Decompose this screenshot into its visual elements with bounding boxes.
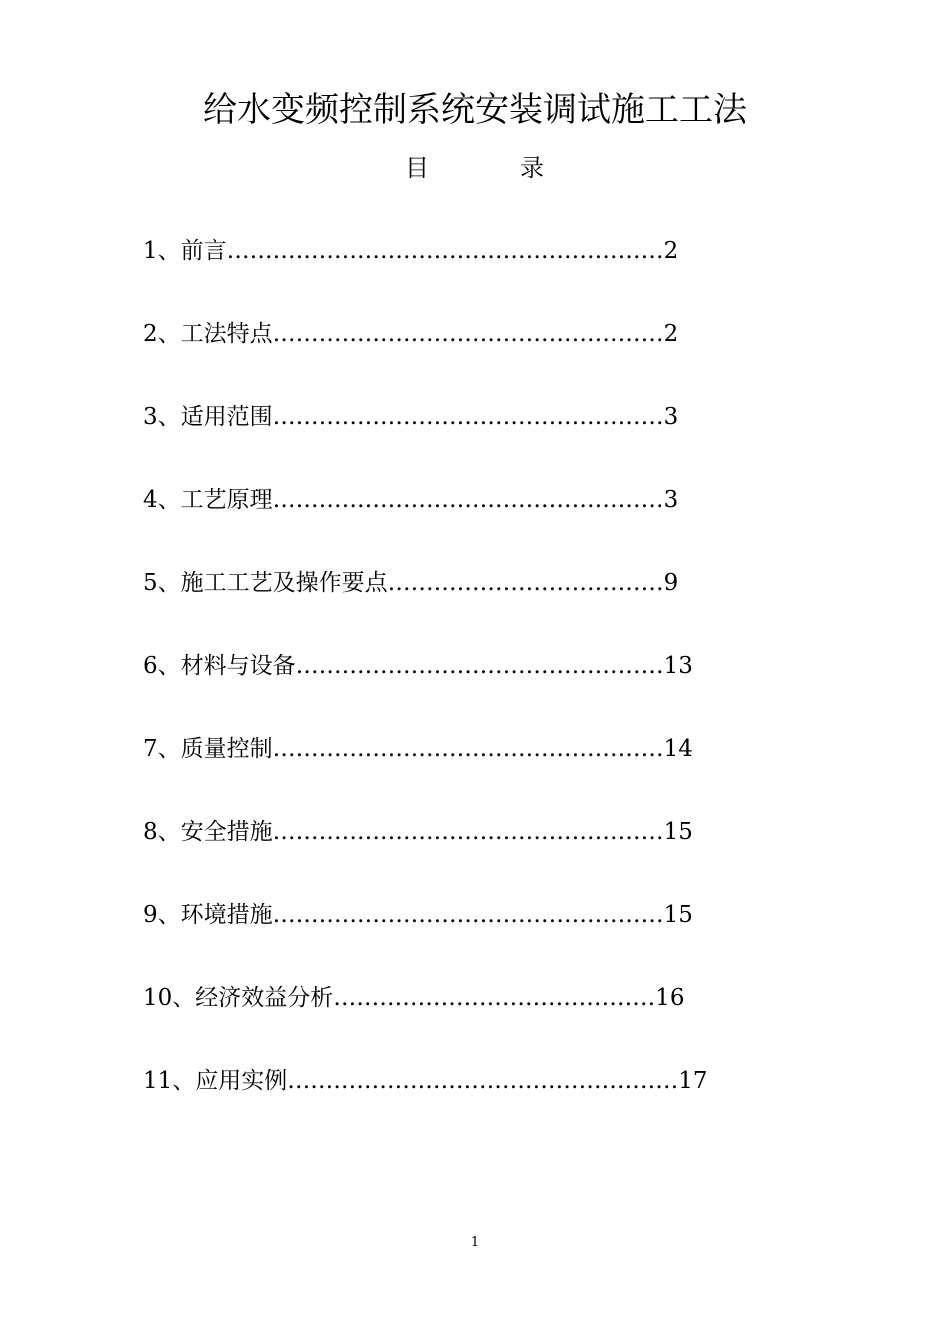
toc-entry-page: 15 [663, 902, 693, 928]
toc-entry[interactable] [143, 568, 678, 598]
toc-entry-page: 2 [663, 238, 679, 264]
toc-entry-page: 15 [663, 819, 693, 845]
toc-entry-label: 7、质量控制 [143, 736, 273, 762]
toc-entry[interactable] [143, 900, 693, 930]
toc-entry-page: 3 [663, 487, 679, 513]
toc-entry-label: 1、前言 [143, 238, 227, 264]
toc-entry[interactable] [143, 651, 693, 681]
toc-entry-leader: …………………………………………… [272, 736, 664, 762]
toc-entry[interactable] [143, 402, 678, 432]
toc-heading-left: 目 [405, 154, 429, 182]
toc-entry-label: 4、工艺原理 [143, 487, 273, 513]
toc-entry-label: 11、应用实例 [143, 1068, 288, 1094]
toc-heading [0, 152, 950, 184]
toc-entry-leader: ………………………………………… [295, 653, 664, 679]
toc-entry-label: 5、施工工艺及操作要点 [143, 570, 388, 596]
toc-entry-leader: …………………………………………… [272, 321, 664, 347]
toc-entry-page: 3 [663, 404, 679, 430]
toc-heading-right: 录 [520, 154, 544, 182]
toc-entry-page: 2 [663, 321, 679, 347]
page-number: 1 [470, 1235, 480, 1250]
toc-entry-leader: …………………………………………… [272, 487, 664, 513]
toc-entry-label: 10、经济效益分析 [143, 985, 334, 1011]
toc-entry[interactable] [143, 1066, 708, 1096]
toc-entry[interactable] [143, 485, 678, 515]
toc-entry-page: 9 [663, 570, 679, 596]
toc-entry[interactable] [143, 983, 685, 1013]
toc-entry[interactable] [143, 236, 678, 266]
toc-entry-page: 16 [655, 985, 685, 1011]
toc-entry[interactable] [143, 817, 693, 847]
toc-entry-leader: …………………………………………… [272, 902, 664, 928]
toc-entry-leader: …………………………………… [333, 985, 656, 1011]
toc-entry-leader: …………………………………………… [272, 404, 664, 430]
toc-entry-label: 8、安全措施 [143, 819, 273, 845]
toc-entry-leader: …………………………………………… [272, 819, 664, 845]
toc-entry-page: 17 [678, 1068, 708, 1094]
toc-entry-leader: ……………………………… [387, 570, 664, 596]
toc-entry-page: 14 [663, 736, 693, 762]
toc-entry-page: 13 [663, 653, 693, 679]
toc-entry-label: 3、适用范围 [143, 404, 273, 430]
toc-entry-label: 2、工法特点 [143, 321, 273, 347]
toc-entry-leader: ………………………………………………… [226, 238, 664, 264]
toc-entry[interactable] [143, 734, 693, 764]
toc-entry-leader: …………………………………………… [287, 1068, 679, 1094]
toc-entry-label: 9、环境措施 [143, 902, 273, 928]
document-title: 给水变频控制系统安装调试施工工法 [203, 90, 747, 130]
toc-entry[interactable] [143, 319, 678, 349]
toc-entry-label: 6、材料与设备 [143, 653, 296, 679]
